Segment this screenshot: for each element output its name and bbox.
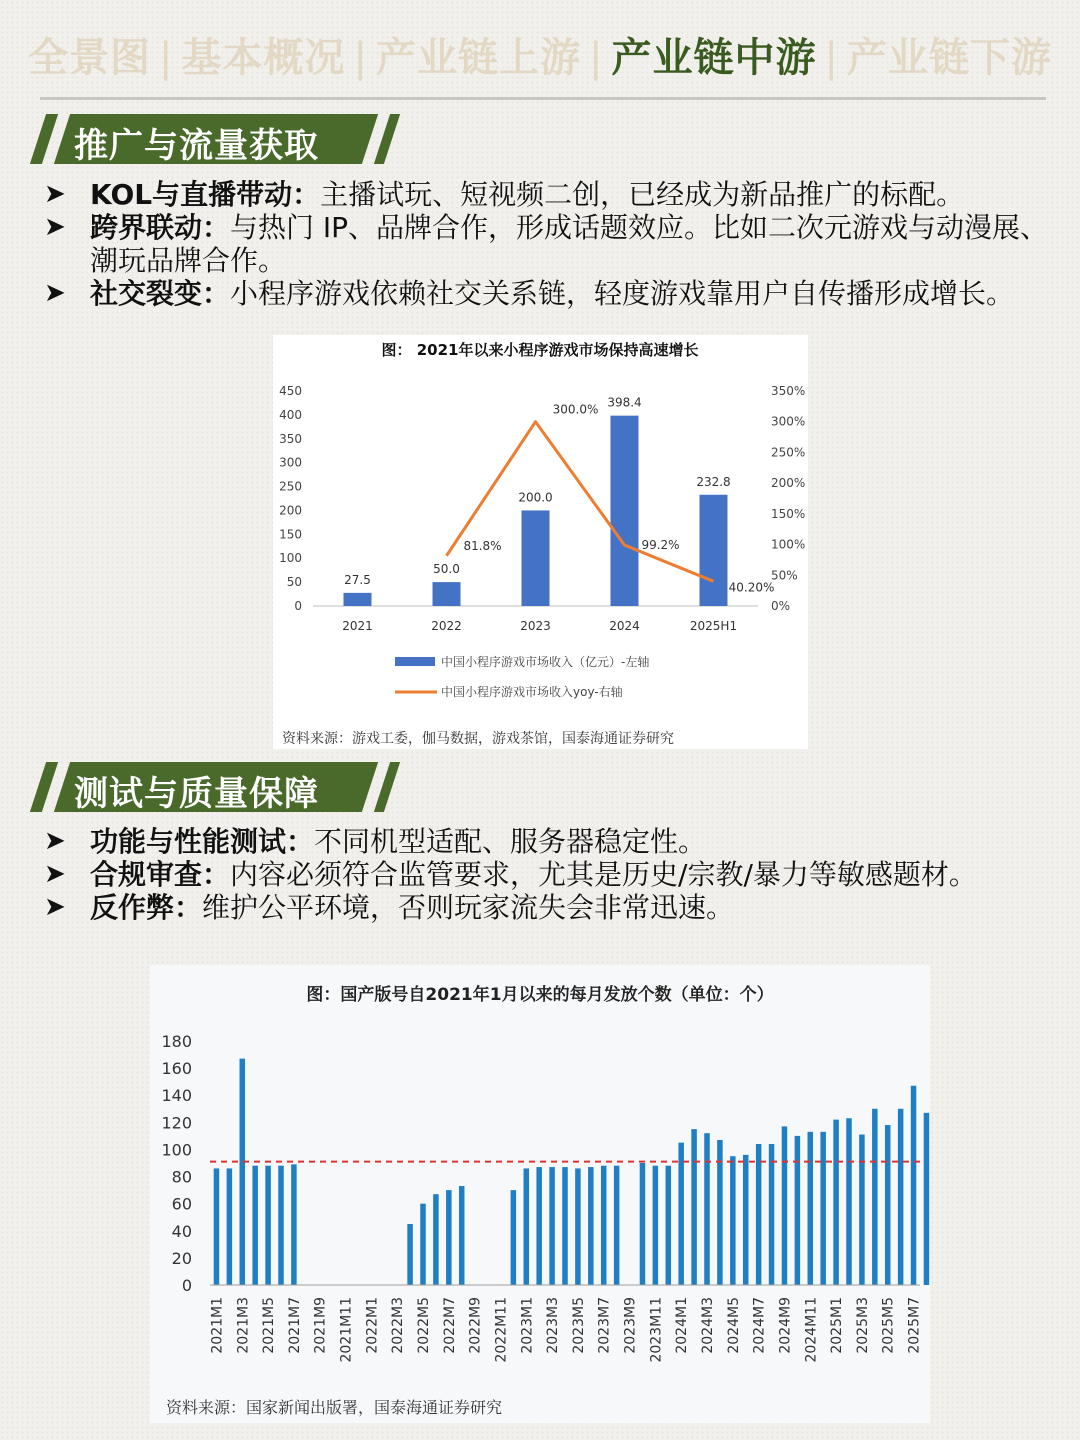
bar <box>691 1129 697 1285</box>
x-axis-tick-label: 2022M7 <box>441 1297 458 1354</box>
legend-swatch-bar <box>395 657 435 666</box>
section-title: 测试与质量保障 <box>74 774 319 814</box>
header-stripe <box>374 114 400 164</box>
bar <box>666 1166 672 1285</box>
chart-license-approvals <box>150 965 930 1423</box>
y-axis-tick-label: 300 <box>279 455 302 470</box>
x-axis-tick-label: 2023M7 <box>596 1297 613 1354</box>
bar <box>588 1167 594 1285</box>
bar <box>611 416 639 606</box>
chart-title: 图：国产版号自2021年1月以来的每月发放个数（单位：个） <box>306 985 774 1005</box>
bar <box>846 1118 852 1285</box>
nav-separator: | <box>159 35 174 81</box>
x-axis-tick-label: 2023M5 <box>570 1297 587 1354</box>
x-axis-tick-label: 2021 <box>342 619 373 633</box>
y-axis-tick-label: 20 <box>171 1248 192 1268</box>
x-axis-tick-label: 2024M1 <box>674 1297 691 1354</box>
y-axis-tick-label: 250 <box>279 479 302 494</box>
chart-license-approvals-svg <box>150 965 930 1423</box>
chart-source: 资料来源：游戏工委，伽马数据，游戏茶馆，国泰海通证券研究 <box>282 731 674 747</box>
x-axis-tick-label: 2023M9 <box>622 1297 639 1354</box>
y2-axis-tick-label: 250% <box>771 445 806 460</box>
y-axis-tick-label: 80 <box>171 1167 192 1187</box>
bullet-arrow-icon: ➤ <box>44 859 66 889</box>
bullet-heading: 合规审查： <box>90 858 231 891</box>
bar <box>433 1194 439 1285</box>
bar <box>227 1168 233 1285</box>
x-axis-tick-label: 2022M5 <box>416 1297 432 1354</box>
testing-bullet-list <box>44 825 1050 924</box>
x-axis-tick-label: 2024M7 <box>751 1297 768 1354</box>
chart-source: 资料来源：国家新闻出版署，国泰海通证券研究 <box>166 1398 503 1417</box>
bullet-text: 小程序游戏依赖社交关系链，轻度游戏靠用户自传播形成增长。 <box>230 277 1015 310</box>
x-axis-tick-label: 2025M3 <box>854 1297 871 1354</box>
bar-data-label: 200.0 <box>518 490 553 505</box>
y-axis-tick-label: 140 <box>161 1086 192 1106</box>
bar <box>575 1168 581 1285</box>
bullet-heading: 反作弊： <box>90 891 203 924</box>
bar <box>820 1132 826 1285</box>
y2-axis-tick-label: 100% <box>771 537 806 552</box>
bar <box>653 1166 659 1285</box>
x-axis-tick-label: 2021M1 <box>209 1297 226 1354</box>
bar <box>278 1166 284 1285</box>
y-axis-tick-label: 100 <box>279 551 302 566</box>
bullet-crossover <box>44 211 1050 277</box>
yoy-series-line <box>447 422 714 582</box>
y-axis-tick-label: 60 <box>171 1194 192 1214</box>
nav-tab-overview[interactable]: 全景图 <box>28 35 152 81</box>
bar <box>511 1190 517 1285</box>
bar <box>522 510 550 606</box>
bullet-compliance <box>44 858 1050 891</box>
bar-data-label: 398.4 <box>607 395 642 410</box>
x-axis-tick-label: 2025M7 <box>906 1297 923 1354</box>
bar <box>536 1167 542 1285</box>
header-stripe <box>374 762 400 812</box>
bar <box>756 1144 762 1285</box>
x-axis-tick-label: 2022M11 <box>493 1297 510 1363</box>
bullet-arrow-icon: ➤ <box>44 826 66 856</box>
y-axis-tick-label: 350 <box>279 431 302 446</box>
x-axis-tick-label: 2022 <box>431 619 462 633</box>
bar-data-label: 27.5 <box>344 572 371 587</box>
bar <box>420 1204 426 1285</box>
y2-axis-tick-label: 300% <box>771 414 806 429</box>
section-title: 推广与流量获取 <box>74 126 319 166</box>
bar-data-label: 50.0 <box>433 562 460 577</box>
bar <box>446 1190 452 1285</box>
x-axis-tick-label: 2023M3 <box>545 1297 562 1354</box>
top-nav <box>0 26 1080 83</box>
nav-tab-downstream[interactable]: 产业链下游 <box>846 35 1052 81</box>
bullet-text: 与热门 IP、品牌合作，形成话题效应。比如二次元游戏与动漫展、潮玩品牌合作。 <box>90 211 1049 277</box>
bullet-heading: 跨界联动： <box>90 211 231 244</box>
nav-tab-midstream[interactable]: 产业链中游 <box>611 35 817 81</box>
bar <box>730 1156 736 1285</box>
x-axis-tick-label: 2024M11 <box>803 1297 820 1363</box>
bar <box>549 1167 555 1285</box>
nav-divider <box>40 97 1046 100</box>
bar <box>433 582 461 606</box>
y-axis-tick-label: 450 <box>279 384 302 398</box>
x-axis-tick-label: 2021M3 <box>235 1297 252 1354</box>
y2-axis-tick-label: 150% <box>771 506 806 521</box>
bullet-heading: 功能与性能测试： <box>90 825 315 858</box>
y2-axis-tick-label: 350% <box>771 384 806 398</box>
y-axis-tick-label: 0 <box>294 599 302 613</box>
bar <box>640 1163 646 1285</box>
bar <box>782 1126 788 1285</box>
bar <box>859 1135 865 1285</box>
y-axis-tick-label: 40 <box>171 1221 192 1241</box>
x-axis-tick-label: 2024M9 <box>777 1297 794 1354</box>
line-data-label: 300.0% <box>552 402 599 417</box>
x-axis-tick-label: 2022M1 <box>364 1297 381 1354</box>
header-stripe <box>30 762 58 812</box>
bar <box>704 1133 710 1285</box>
x-axis-tick-label: 2023 <box>520 619 551 633</box>
bar <box>265 1166 271 1285</box>
chart-miniprogram-revenue <box>273 335 808 749</box>
y-axis-tick-label: 0 <box>181 1276 192 1295</box>
y-axis-tick-label: 180 <box>161 1032 192 1051</box>
bar <box>562 1167 568 1285</box>
x-axis-tick-label: 2021M5 <box>261 1297 278 1354</box>
bar <box>678 1143 684 1285</box>
bullet-text: 维护公平环境，否则玩家流失会非常迅速。 <box>202 891 735 924</box>
bullet-kol <box>44 178 1050 211</box>
bar-data-label: 232.8 <box>696 474 731 489</box>
bullet-arrow-icon: ➤ <box>44 892 66 922</box>
bullet-text: 内容必须符合监管要求，尤其是历史/宗教/暴力等敏感题材。 <box>230 858 977 891</box>
chart-miniprogram-revenue-svg <box>273 335 808 749</box>
x-axis-tick-label: 2021M9 <box>312 1297 329 1354</box>
bar <box>291 1164 297 1285</box>
bar <box>808 1132 814 1285</box>
section-header-testing <box>38 762 368 812</box>
bar <box>214 1168 220 1285</box>
nav-separator: | <box>824 35 839 81</box>
bullet-social <box>44 277 1050 310</box>
bar <box>911 1086 917 1285</box>
bullet-arrow-icon: ➤ <box>44 179 66 209</box>
bar <box>872 1109 878 1285</box>
nav-tab-basics[interactable]: 基本概况 <box>181 35 346 81</box>
x-axis-tick-label: 2021M11 <box>338 1297 355 1363</box>
x-axis-tick-label: 2024 <box>609 619 640 633</box>
bar <box>344 593 372 606</box>
bar <box>743 1155 749 1285</box>
bar <box>833 1120 839 1285</box>
bullet-text: 不同机型适配、服务器稳定性。 <box>314 825 707 858</box>
bar <box>769 1144 775 1285</box>
bullet-arrow-icon: ➤ <box>44 278 66 308</box>
bar <box>700 495 728 606</box>
x-axis-tick-label: 2022M3 <box>390 1297 407 1354</box>
bullet-anti-cheat <box>44 891 1050 924</box>
bar <box>614 1166 620 1285</box>
nav-tab-upstream[interactable]: 产业链上游 <box>376 35 581 81</box>
x-axis-tick-label: 2024M5 <box>725 1297 742 1354</box>
bullet-heading: KOL与直播带动： <box>90 178 321 211</box>
line-data-label: 99.2% <box>641 538 680 553</box>
chart-title: 图： 2021年以来小程序游戏市场保持高速增长 <box>381 341 699 359</box>
section-header-promotion <box>38 114 368 164</box>
y2-axis-tick-label: 0% <box>771 599 791 613</box>
legend-label-line: 中国小程序游戏市场收入yoy-右轴 <box>441 685 623 699</box>
x-axis-tick-label: 2022M9 <box>467 1297 484 1354</box>
y-axis-tick-label: 400 <box>279 407 302 422</box>
x-axis-tick-label: 2025M5 <box>880 1297 897 1354</box>
bullet-heading: 社交裂变： <box>90 277 231 310</box>
line-data-label: 81.8% <box>463 538 502 553</box>
line-data-label: 40.20% <box>728 580 775 595</box>
y-axis-tick-label: 120 <box>161 1113 192 1133</box>
bar <box>898 1109 904 1285</box>
bar <box>407 1224 413 1285</box>
bullet-performance-test <box>44 825 1050 858</box>
nav-separator: | <box>589 35 604 81</box>
bullet-text: 主播试玩、短视频二创，已经成为新品推广的标配。 <box>320 178 965 211</box>
bar <box>924 1113 930 1285</box>
y-axis-tick-label: 50 <box>286 575 302 590</box>
bar <box>795 1136 801 1285</box>
x-axis-tick-label: 2023M11 <box>648 1297 665 1363</box>
bullet-arrow-icon: ➤ <box>44 212 66 242</box>
x-axis-tick-label: 2021M7 <box>286 1297 303 1354</box>
y-axis-tick-label: 150 <box>279 527 302 542</box>
bar <box>252 1166 258 1285</box>
nav-separator: | <box>353 35 368 81</box>
y2-axis-tick-label: 200% <box>771 476 806 491</box>
y-axis-tick-label: 160 <box>161 1059 192 1079</box>
y-axis-tick-label: 100 <box>161 1140 192 1160</box>
x-axis-tick-label: 2025H1 <box>689 619 738 633</box>
bar <box>885 1125 891 1285</box>
x-axis-tick-label: 2023M1 <box>519 1297 536 1354</box>
y-axis-tick-label: 200 <box>279 503 302 518</box>
legend-label-bar: 中国小程序游戏市场收入（亿元）-左轴 <box>441 655 650 669</box>
x-axis-tick-label: 2025M1 <box>829 1297 846 1354</box>
x-axis-tick-label: 2024M3 <box>700 1297 716 1354</box>
bar <box>601 1166 607 1285</box>
header-stripe <box>30 114 58 164</box>
bar <box>524 1168 530 1285</box>
bar <box>240 1059 246 1285</box>
bar <box>459 1186 465 1285</box>
y2-axis-tick-label: 50% <box>771 568 798 583</box>
promotion-bullet-list <box>44 178 1050 310</box>
